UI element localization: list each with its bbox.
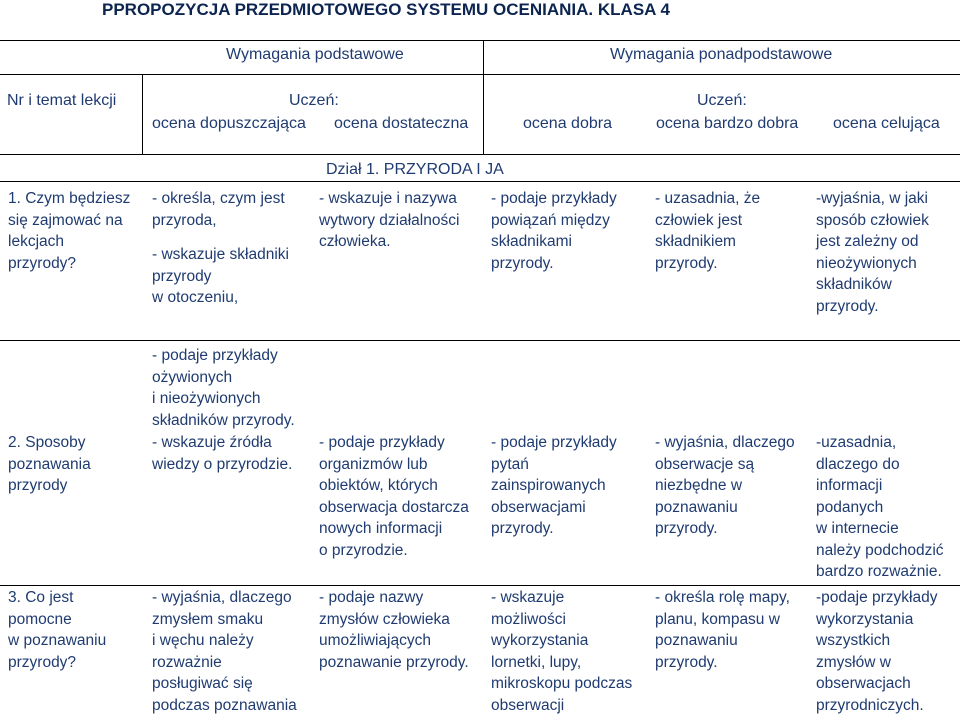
grid-line-h6 [0,585,960,586]
row3-lesson: 3. Co jest pomocne w poznawaniu przyrody? [8,589,107,671]
row2-bardzo-dobra: - wyjaśnia, dlaczego obserwacje są niezbędne w poznawaniu przyrody. [655,434,795,537]
row3-dostateczna: - podaje nazwy zmysłów człowieka umożliwiających poznawanie przyrody. [319,589,469,671]
row2-lesson: 2. Sposoby poznawania przyrody [8,434,91,494]
grid-line-h5 [0,340,960,341]
row1-dobra: - podaje przykłady powiązań między składnikami przyrody. [491,190,617,272]
grid-line-h2 [0,74,960,75]
header-lesson-column: Nr i temat lekcji [7,92,117,109]
header-grade-dostateczna: ocena dostateczna [334,115,469,132]
header-grade-celujaca: ocena celująca [833,115,940,132]
row1-bardzo-dobra: - uzasadnia, że człowiek jest składnikiem przyrody. [655,190,761,272]
page-title: PPROPOZYCJA PRZEDMIOTOWEGO SYSTEMU OCENIANIA. KLASA 4 [102,0,670,19]
row3-celujaca: -podaje przykłady wykorzystania wszystkich zmysłów w obserwacjach przyrodniczych. [816,589,938,714]
row1-celujaca: -wyjaśnia, w jaki sposób człowiek jest zależny od nieożywionych składników przyrody. [816,190,929,315]
header-grade-bardzo-dobra: ocena bardzo dobra [656,115,799,132]
row2-dostateczna: - podaje przykłady organizmów lub obiektów, których obserwacja dostarcza nowych informacji o przyrodzie. [319,434,469,559]
section-title: Dział 1. PRZYRODA I JA [326,161,504,178]
header-student-advanced: Uczeń: [697,92,747,109]
header-student-basic: Uczeń: [289,92,339,109]
row1-dostateczna: - wskazuje i nazywa wytwory działalności człowieka. [319,190,460,250]
grid-line-h1 [0,40,960,41]
row2-dobra: - podaje przykłady pytań zainspirowanych obserwacjami przyrody. [491,434,617,537]
grid-line-v-requirements [483,40,484,154]
row1-dopuszczajaca-continued: - podaje przykłady ożywionych i nieożywionych składników przyrody. [152,347,295,429]
header-grade-dobra: ocena dobra [523,115,612,132]
row2-celujaca: -uzasadnia, dlaczego do informacji podanych w internecie należy podchodzić bardzo rozważnie. [816,434,944,580]
row2-dopuszczajaca: - wskazuje źródła wiedzy o przyrodzie. [152,434,293,473]
header-basic-requirements: Wymagania podstawowe [226,46,404,63]
row1-lesson: 1. Czym będziesz się zajmować na lekcjach przyrody? [8,190,131,272]
header-advanced-requirements: Wymagania ponadpodstawowe [610,46,833,63]
grid-line-h3 [0,154,960,155]
row1-dopuszczajaca: - określa, czym jest przyroda, - wskazuje składniki przyrody w otoczeniu, [152,190,289,306]
grid-line-v-lesson-header [142,74,143,154]
row3-dopuszczajaca: - wyjaśnia, dlaczego zmysłem smaku i węchu należy rozważnie posługiwać się podczas poznawania [152,589,297,714]
header-grade-dopuszczajaca: ocena dopuszczająca [152,115,306,132]
row3-bardzo-dobra: - określa rolę mapy, planu, kompasu w poznawaniu przyrody. [655,589,790,671]
grid-line-h4 [0,181,960,182]
row3-dobra: - wskazuje możliwości wykorzystania lornetki, lupy, mikroskopu podczas obserwacji [491,589,633,714]
